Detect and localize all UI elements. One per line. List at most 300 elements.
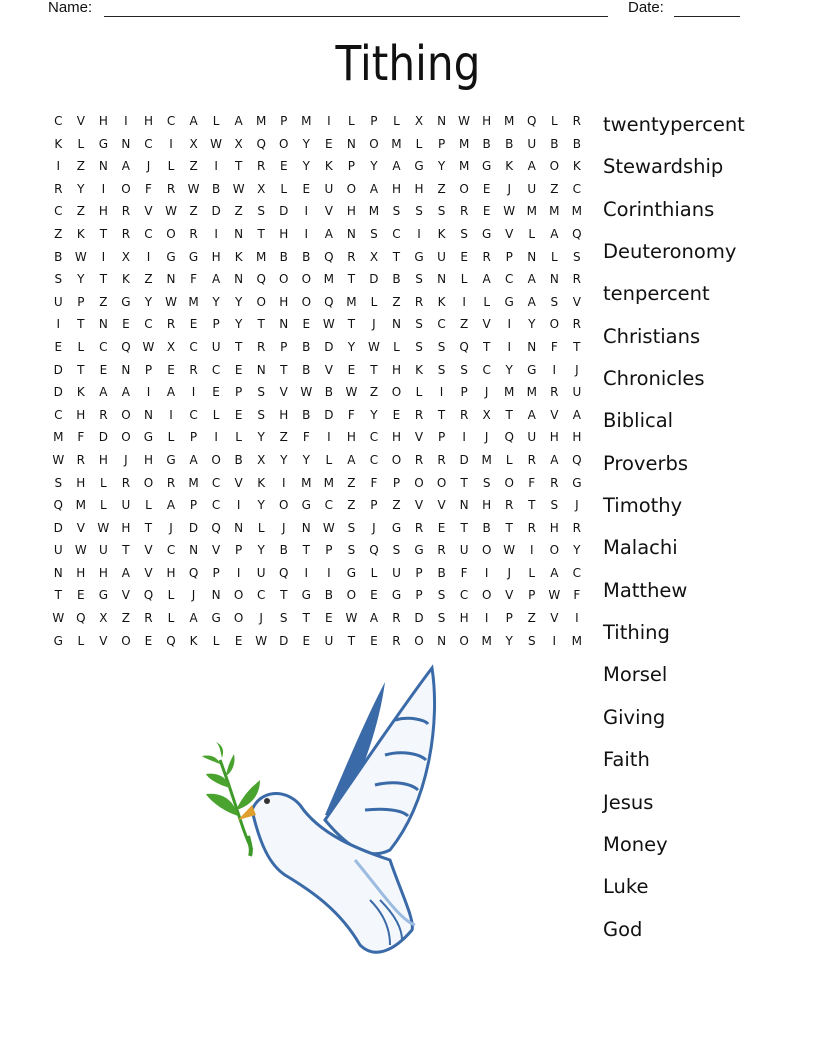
grid-cell[interactable]: V [144,565,153,580]
grid-cell[interactable]: T [77,362,85,377]
grid-cell[interactable]: A [550,565,559,580]
grid-cell[interactable]: D [53,520,63,535]
grid-cell[interactable]: B [234,452,243,467]
grid-cell[interactable]: G [391,520,402,535]
grid-cell[interactable]: A [347,452,356,467]
grid-cell[interactable]: Z [347,498,356,513]
grid-cell[interactable]: G [482,226,492,241]
grid-cell[interactable]: I [214,430,218,445]
grid-cell[interactable]: R [347,249,356,264]
grid-cell[interactable]: M [256,249,267,264]
grid-cell[interactable]: M [301,114,312,128]
grid-cell[interactable]: S [279,611,288,626]
grid-cell[interactable]: T [77,317,85,332]
grid-cell[interactable]: D [53,385,63,400]
grid-cell[interactable]: N [53,565,63,580]
grid-cell[interactable]: Q [459,339,469,354]
grid-cell[interactable]: N [121,362,131,377]
grid-cell[interactable]: S [392,204,401,219]
grid-cell[interactable]: B [279,249,288,264]
grid-cell[interactable]: H [346,204,356,219]
grid-cell[interactable]: E [460,249,468,264]
grid-cell[interactable]: H [549,430,559,445]
grid-cell[interactable]: L [393,114,400,128]
grid-cell[interactable]: U [324,633,334,648]
grid-cell[interactable]: P [347,159,355,174]
grid-cell[interactable]: B [211,181,221,196]
grid-cell[interactable]: P [437,136,446,151]
grid-cell[interactable]: W [503,204,516,219]
grid-cell[interactable]: E [482,181,491,196]
grid-cell[interactable]: Z [437,181,446,196]
grid-cell[interactable]: Z [527,611,536,626]
grid-cell[interactable]: F [190,272,197,287]
grid-cell[interactable]: H [143,114,153,128]
grid-cell[interactable]: T [99,272,108,287]
grid-cell[interactable]: R [54,181,63,196]
grid-cell[interactable]: A [324,226,333,241]
grid-cell[interactable]: L [77,633,85,648]
grid-cell[interactable]: O [121,633,131,648]
grid-cell[interactable]: Y [257,498,265,513]
grid-cell[interactable]: Q [256,272,266,287]
grid-cell[interactable]: L [145,498,152,513]
grid-cell[interactable]: C [189,407,198,422]
grid-cell[interactable]: O [459,633,469,648]
grid-cell[interactable]: R [166,475,176,490]
grid-cell[interactable]: O [233,611,244,626]
grid-cell[interactable]: Y [437,159,446,174]
grid-cell[interactable]: W [210,136,223,151]
grid-cell[interactable]: I [56,317,61,332]
grid-cell[interactable]: G [143,430,154,445]
grid-cell[interactable]: A [527,294,536,309]
grid-cell[interactable]: J [191,588,196,603]
grid-cell[interactable]: O [481,543,492,558]
grid-cell[interactable]: H [166,565,176,580]
grid-cell[interactable]: U [53,294,63,309]
grid-cell[interactable]: B [572,136,581,151]
grid-cell[interactable]: A [572,407,581,422]
grid-cell[interactable]: W [165,294,177,309]
grid-cell[interactable]: H [482,114,492,128]
grid-cell[interactable]: L [505,452,513,467]
grid-cell[interactable]: Y [302,452,310,467]
grid-cell[interactable]: V [324,204,333,219]
grid-cell[interactable]: A [166,385,176,400]
grid-cell[interactable]: N [301,520,311,535]
grid-cell[interactable]: N [346,136,356,151]
grid-cell[interactable]: M [504,114,515,128]
grid-cell[interactable]: I [327,114,331,128]
grid-cell[interactable]: C [211,475,221,490]
grid-cell[interactable]: L [280,181,288,196]
grid-cell[interactable]: J [372,520,376,535]
grid-cell[interactable]: J [507,565,511,580]
grid-cell[interactable]: T [122,543,130,558]
grid-cell[interactable]: I [484,565,489,580]
grid-cell[interactable]: A [189,452,198,467]
grid-cell[interactable]: B [302,249,311,264]
grid-cell[interactable]: H [279,407,289,422]
grid-cell[interactable]: F [347,407,355,422]
grid-cell[interactable]: T [460,475,468,490]
grid-cell[interactable]: R [189,362,198,377]
grid-cell[interactable]: I [281,475,286,490]
grid-cell[interactable]: T [302,611,310,626]
grid-cell[interactable]: M [323,272,335,287]
grid-cell[interactable]: H [98,565,108,580]
grid-cell[interactable]: J [575,498,579,513]
grid-cell[interactable]: T [234,339,243,354]
grid-cell[interactable]: L [77,339,85,354]
grid-cell[interactable]: O [549,543,560,558]
grid-cell[interactable]: N [279,317,289,332]
grid-cell[interactable]: M [481,633,492,648]
grid-cell[interactable]: N [391,317,401,332]
grid-cell[interactable]: O [279,272,289,287]
grid-cell[interactable]: C [324,498,334,513]
grid-cell[interactable]: I [101,181,106,196]
grid-cell[interactable]: V [144,204,153,219]
grid-cell[interactable]: H [391,362,401,377]
grid-cell[interactable]: G [98,136,109,151]
grid-cell[interactable]: H [346,430,356,445]
grid-cell[interactable]: R [527,452,536,467]
grid-cell[interactable]: H [459,611,469,626]
grid-cell[interactable]: O [549,159,560,174]
grid-cell[interactable]: S [437,339,446,354]
grid-cell[interactable]: J [372,317,376,332]
grid-cell[interactable]: O [549,317,560,332]
grid-cell[interactable]: E [279,159,288,174]
grid-cell[interactable]: T [482,339,491,354]
grid-cell[interactable]: O [391,385,402,400]
grid-cell[interactable]: C [99,339,108,354]
grid-cell[interactable]: U [211,339,221,354]
grid-cell[interactable]: M [526,204,537,219]
grid-cell[interactable]: E [99,362,108,377]
grid-cell[interactable]: N [189,543,199,558]
grid-cell[interactable]: H [279,226,289,241]
grid-cell[interactable]: A [99,385,108,400]
grid-cell[interactable]: S [415,339,423,354]
grid-cell[interactable]: I [124,114,128,128]
grid-cell[interactable]: R [144,611,153,626]
grid-cell[interactable]: H [121,520,131,535]
grid-cell[interactable]: K [437,226,446,241]
grid-cell[interactable]: E [325,136,333,151]
grid-cell[interactable]: X [121,249,131,264]
grid-cell[interactable]: H [414,181,424,196]
grid-cell[interactable]: L [167,430,175,445]
name-field[interactable] [104,16,608,17]
grid-cell[interactable]: C [189,339,198,354]
grid-cell[interactable]: V [572,294,581,309]
grid-cell[interactable]: G [98,588,109,603]
grid-cell[interactable]: G [301,588,311,603]
grid-cell[interactable]: Q [572,226,582,241]
grid-cell[interactable]: W [345,611,358,626]
grid-cell[interactable]: I [236,565,241,580]
grid-cell[interactable]: Z [189,204,198,219]
grid-cell[interactable]: I [327,565,331,580]
grid-cell[interactable]: L [528,226,536,241]
grid-cell[interactable]: G [166,249,176,264]
grid-cell[interactable]: Z [392,294,401,309]
grid-cell[interactable]: N [256,362,266,377]
grid-cell[interactable]: W [255,633,268,648]
grid-cell[interactable]: Q [166,633,176,648]
grid-cell[interactable]: A [550,452,559,467]
grid-cell[interactable]: G [527,362,537,377]
grid-cell[interactable]: I [169,407,173,422]
grid-cell[interactable]: X [482,407,491,422]
grid-cell[interactable]: S [415,272,423,287]
grid-cell[interactable]: Q [369,543,379,558]
date-field[interactable] [674,16,740,17]
grid-cell[interactable]: S [573,249,581,264]
grid-cell[interactable]: S [482,475,491,490]
grid-cell[interactable]: H [98,452,108,467]
grid-cell[interactable]: K [189,633,198,648]
grid-cell[interactable]: Q [279,565,289,580]
grid-cell[interactable]: P [505,611,513,626]
grid-cell[interactable]: N [437,272,447,287]
grid-cell[interactable]: V [437,498,446,513]
grid-cell[interactable]: O [279,498,289,513]
grid-cell[interactable]: Q [504,430,514,445]
grid-cell[interactable]: S [392,543,401,558]
grid-cell[interactable]: U [53,543,63,558]
grid-cell[interactable]: B [302,339,311,354]
grid-cell[interactable]: E [437,520,446,535]
grid-cell[interactable]: S [257,385,265,400]
grid-cell[interactable]: Y [347,339,356,354]
grid-cell[interactable]: I [462,294,466,309]
grid-cell[interactable]: Y [234,317,243,332]
grid-cell[interactable]: K [76,226,85,241]
grid-cell[interactable]: Z [189,159,198,174]
grid-cell[interactable]: R [189,226,198,241]
grid-cell[interactable]: A [369,181,379,196]
grid-cell[interactable]: N [234,520,244,535]
grid-cell[interactable]: X [257,181,266,196]
grid-cell[interactable]: K [505,159,514,174]
grid-cell[interactable]: C [572,181,582,196]
grid-cell[interactable]: T [257,226,265,241]
grid-cell[interactable]: L [235,430,242,445]
grid-cell[interactable]: R [572,272,582,287]
grid-cell[interactable]: P [212,565,220,580]
grid-cell[interactable]: R [166,181,176,196]
grid-cell[interactable]: Z [347,475,356,490]
grid-cell[interactable]: R [572,114,582,128]
grid-cell[interactable]: U [527,181,537,196]
grid-cell[interactable]: D [324,339,334,354]
grid-cell[interactable]: O [121,430,131,445]
grid-cell[interactable]: N [234,272,244,287]
grid-cell[interactable]: C [144,317,153,332]
grid-cell[interactable]: G [572,475,582,490]
grid-cell[interactable]: R [482,249,491,264]
grid-cell[interactable]: L [257,520,265,535]
grid-cell[interactable]: W [300,385,313,400]
grid-cell[interactable]: Y [77,272,85,287]
grid-cell[interactable]: J [124,452,128,467]
grid-cell[interactable]: C [54,204,63,219]
grid-cell[interactable]: N [234,226,244,241]
grid-cell[interactable]: N [98,317,108,332]
grid-cell[interactable]: O [391,452,402,467]
grid-cell[interactable]: A [121,565,131,580]
grid-cell[interactable]: Z [392,498,401,513]
grid-cell[interactable]: Q [211,520,221,535]
grid-cell[interactable]: P [505,249,513,264]
grid-cell[interactable]: T [347,317,356,332]
grid-cell[interactable]: G [53,633,63,648]
grid-cell[interactable]: Z [99,294,108,309]
grid-cell[interactable]: M [346,294,357,309]
grid-cell[interactable]: L [167,159,175,174]
grid-cell[interactable]: Y [302,159,310,174]
grid-cell[interactable]: C [505,272,514,287]
grid-cell[interactable]: P [460,385,468,400]
grid-cell[interactable]: I [327,430,331,445]
grid-cell[interactable]: W [548,588,561,603]
grid-cell[interactable]: O [301,272,312,287]
grid-cell[interactable]: T [347,633,356,648]
grid-cell[interactable]: W [232,181,245,196]
grid-cell[interactable]: L [167,611,175,626]
grid-cell[interactable]: G [482,159,492,174]
grid-cell[interactable]: E [54,339,63,354]
grid-cell[interactable]: S [437,588,446,603]
grid-cell[interactable]: O [436,475,447,490]
grid-cell[interactable]: Y [77,181,85,196]
grid-cell[interactable]: V [211,543,221,558]
grid-cell[interactable]: Q [324,294,334,309]
grid-cell[interactable]: A [189,114,198,128]
grid-cell[interactable]: U [324,181,334,196]
grid-cell[interactable]: W [142,339,155,354]
grid-cell[interactable]: E [482,204,491,219]
grid-cell[interactable]: D [459,452,469,467]
grid-cell[interactable]: W [74,543,87,558]
grid-cell[interactable]: J [281,520,286,535]
grid-cell[interactable]: M [368,204,380,219]
grid-cell[interactable]: J [146,159,151,174]
grid-cell[interactable]: L [460,272,468,287]
grid-cell[interactable]: L [528,565,536,580]
grid-cell[interactable]: B [505,136,514,151]
grid-cell[interactable]: I [575,611,579,626]
grid-cell[interactable]: L [370,565,378,580]
grid-cell[interactable]: T [370,362,378,377]
grid-cell[interactable]: W [322,317,335,332]
grid-cell[interactable]: F [550,339,558,354]
grid-cell[interactable]: U [121,498,131,513]
grid-cell[interactable]: A [482,272,491,287]
grid-cell[interactable]: J [169,520,173,535]
grid-cell[interactable]: L [550,114,558,128]
grid-cell[interactable]: C [166,114,176,128]
grid-cell[interactable]: K [437,294,446,309]
grid-cell[interactable]: O [279,136,289,151]
grid-cell[interactable]: B [437,565,446,580]
grid-cell[interactable]: Y [370,159,378,174]
grid-cell[interactable]: R [437,543,446,558]
grid-cell[interactable]: T [234,159,243,174]
grid-cell[interactable]: Y [144,294,153,309]
grid-cell[interactable]: O [481,588,492,603]
grid-cell[interactable]: E [189,317,198,332]
grid-cell[interactable]: E [302,633,311,648]
grid-cell[interactable]: I [304,226,309,241]
grid-cell[interactable]: P [235,543,243,558]
grid-cell[interactable]: E [167,362,175,377]
grid-cell[interactable]: J [484,385,489,400]
grid-cell[interactable]: P [392,475,401,490]
grid-cell[interactable]: R [550,475,559,490]
grid-cell[interactable]: V [324,362,333,377]
grid-cell[interactable]: U [392,565,401,580]
grid-cell[interactable]: G [301,498,311,513]
grid-cell[interactable]: J [575,362,579,377]
grid-cell[interactable]: Q [143,588,154,603]
grid-cell[interactable]: R [459,407,469,422]
grid-cell[interactable]: S [347,520,356,535]
grid-cell[interactable]: W [322,520,335,535]
grid-cell[interactable]: P [77,294,85,309]
grid-cell[interactable]: G [166,452,176,467]
grid-cell[interactable]: S [415,317,423,332]
grid-cell[interactable]: S [257,204,265,219]
grid-cell[interactable]: Z [234,204,243,219]
grid-cell[interactable]: M [188,294,199,309]
grid-cell[interactable]: Z [54,226,63,241]
grid-cell[interactable]: E [370,633,378,648]
grid-cell[interactable]: F [528,475,536,490]
grid-cell[interactable]: Q [53,498,63,513]
grid-cell[interactable]: L [167,588,175,603]
grid-cell[interactable]: V [550,611,559,626]
grid-cell[interactable]: R [572,317,582,332]
grid-cell[interactable]: Y [302,136,310,151]
grid-cell[interactable]: H [143,452,153,467]
grid-cell[interactable]: S [54,272,63,287]
grid-cell[interactable]: I [56,159,61,174]
grid-cell[interactable]: R [459,204,469,219]
grid-cell[interactable]: Q [572,452,582,467]
grid-cell[interactable]: Q [76,611,86,626]
grid-cell[interactable]: O [459,181,469,196]
grid-cell[interactable]: L [212,407,220,422]
grid-cell[interactable]: E [347,362,356,377]
grid-cell[interactable]: J [259,611,263,626]
grid-cell[interactable]: S [527,633,536,648]
grid-cell[interactable]: F [77,430,85,445]
grid-cell[interactable]: I [507,317,511,332]
grid-cell[interactable]: X [257,452,266,467]
grid-cell[interactable]: I [439,385,444,400]
grid-cell[interactable]: Z [76,204,85,219]
grid-cell[interactable]: A [369,611,379,626]
grid-cell[interactable]: F [302,430,310,445]
grid-cell[interactable]: V [414,498,424,513]
grid-cell[interactable]: H [76,475,86,490]
grid-cell[interactable]: Z [550,181,559,196]
